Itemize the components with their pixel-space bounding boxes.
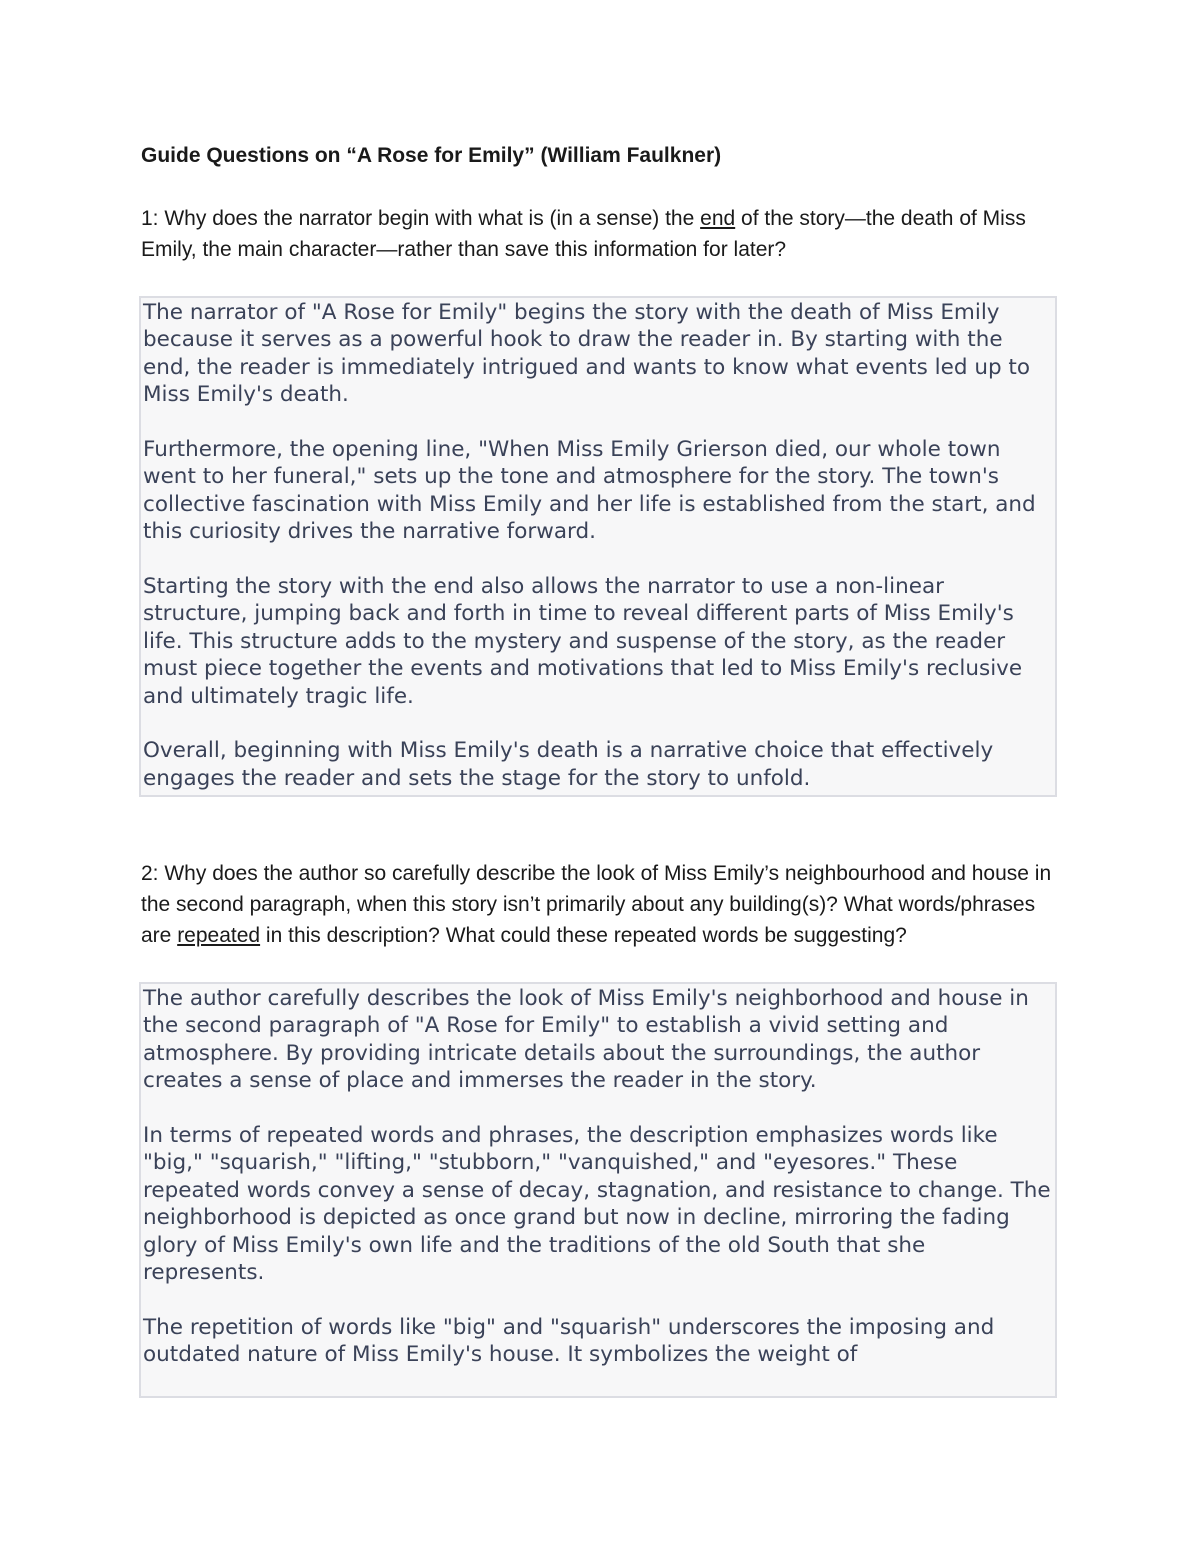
question-1-text-after: of the story—the death of Miss Emily, the main character—rather than save this information for later? [141, 207, 1026, 261]
question-1 [141, 203, 1071, 265]
answer-box-2 [139, 982, 1057, 1398]
question-2-number: 2: [141, 862, 165, 885]
answer-1-paragraph-3: Starting the story with the end also allows the narrator to use a non-linear structure, jumping back and forth in time to reveal different parts of Miss Emily's life. This structure adds to the mystery and suspense of the story, as the reader must piece together the events and motivations that led to Miss Emily's reclusive and ultimately tragic life. [143, 574, 1023, 709]
answer-box-1 [139, 296, 1057, 797]
answer-2-paragraph-3: The repetition of words like "big" and "squarish" underscores the imposing and outdated nature of Miss Emily's house. It symbolizes the weight of [143, 1314, 995, 1368]
question-2-text-after: in this description? What could these repeated words be suggesting? [260, 924, 907, 947]
answer-1-paragraph-2: Furthermore, the opening line, "When Miss Emily Grierson died, our whole town went to her funeral," sets up the tone and atmosphere for the story. The town's collective fascination with Miss Emily and her life is established from the start, and this curiosity drives the narrative forward. [143, 437, 1036, 545]
question-1-underlined-word: end [700, 207, 736, 230]
answer-1-paragraph-4: Overall, beginning with Miss Emily's death is a narrative choice that effectively engages the reader and sets the stage for the story to unfold. [143, 738, 994, 791]
question-1-number: 1: [141, 207, 165, 230]
answer-2-paragraph-2: In terms of repeated words and phrases, the description emphasizes words like "big," "squarish," "lifting," "stubborn," "vanquished," and "eyesores." These repeated words convey a sense of decay, stagnation, and resistance to change. The neighborhood is depicted as once grand but now in decline, mirroring the fading glory of Miss Emily's own life and the traditions of the old South that she represents. [143, 1123, 1051, 1286]
question-2 [141, 858, 1071, 951]
question-2-text-before: Why does the author so carefully describe the look of Miss Emily’s neighbourhood and house in the second paragraph, when this story isn’t primarily about any building(s)? What words/phrases are [141, 862, 1052, 947]
document-title: Guide Questions on “A Rose for Emily” (William Faulkner) [141, 144, 722, 167]
answer-2-paragraph-1: The author carefully describes the look of Miss Emily's neighborhood and house in the second paragraph of "A Rose for Emily" to establish a vivid setting and atmosphere. By providing intricate details about the surroundings, the author creates a sense of place and immerses the reader in the story. [143, 986, 1029, 1094]
question-1-text-before: Why does the narrator begin with what is (in a sense) the [164, 207, 701, 230]
answer-1-paragraph-1: The narrator of "A Rose for Emily" begins the story with the death of Miss Emily because it serves as a powerful hook to draw the reader in. By starting with the end, the reader is immediately intrigued and wants to know what events led up to Miss Emily's death. [143, 300, 1031, 408]
question-2-underlined-word: repeated [177, 924, 261, 947]
